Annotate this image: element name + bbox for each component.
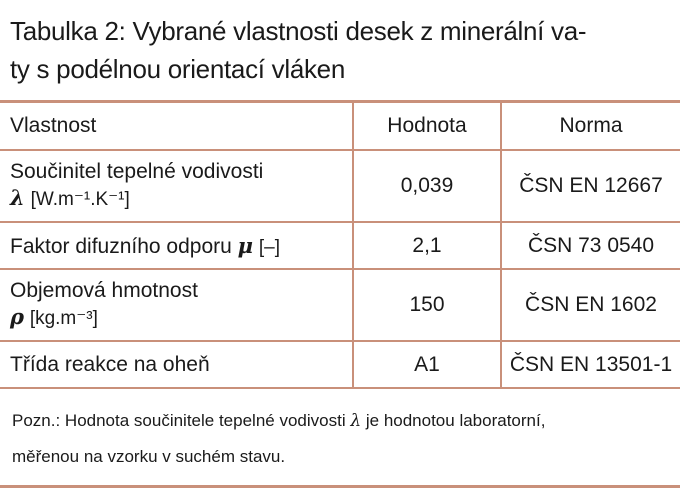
property-name: Součinitel tepelné vodivosti: [10, 160, 264, 183]
header-property: Vlastnost: [0, 102, 353, 151]
table-row: [0, 341, 680, 388]
rho-symbol: ρ: [10, 304, 24, 329]
value-cell: 150: [353, 269, 501, 341]
note-lambda-symbol: λ: [350, 411, 362, 431]
caption-line-2: ty s podélnou orientací vláken: [10, 54, 345, 84]
property-name: Faktor difuzního odporu: [10, 234, 232, 258]
property-unit: [W.m⁻¹.K⁻¹]: [30, 189, 130, 210]
table-row: [0, 269, 680, 341]
value-cell: A1: [353, 341, 501, 388]
note-line-1: [12, 403, 672, 439]
norm-cell: ČSN EN 1602: [501, 269, 680, 341]
property-unit: [–]: [258, 236, 280, 258]
table-note: [12, 403, 672, 474]
header-norm: Norma: [501, 102, 680, 151]
property-name: Objemová hmotnost: [10, 279, 198, 302]
header-value: Hodnota: [353, 102, 501, 151]
property-cell: [0, 150, 353, 222]
property-cell: Třída reakce na oheň: [0, 341, 353, 388]
property-symbol-unit: [10, 304, 342, 332]
norm-cell: ČSN EN 13501-1: [501, 341, 680, 388]
properties-table: [0, 100, 680, 389]
note-suffix: je hodnotou laboratorní,: [365, 411, 546, 430]
table-header-row: [0, 102, 680, 151]
norm-cell: ČSN EN 12667: [501, 150, 680, 222]
norm-cell: ČSN 73 0540: [501, 222, 680, 269]
table-caption: [10, 12, 650, 88]
lambda-symbol: λ: [10, 185, 25, 210]
bottom-divider: [0, 485, 680, 488]
mu-symbol: μ: [237, 232, 254, 258]
property-cell: [0, 269, 353, 341]
note-line-2: měřenou na vzorku v suchém stavu.: [12, 447, 286, 466]
value-cell: 0,039: [353, 150, 501, 222]
note-prefix: Pozn.: Hodnota součinitele tepelné vodivosti: [12, 411, 346, 430]
property-symbol-unit: [10, 185, 342, 213]
caption-line-1: Tabulka 2: Vybrané vlastnosti desek z minerální va-: [10, 16, 587, 46]
property-unit: [kg.m⁻³]: [29, 308, 98, 329]
value-cell: 2,1: [353, 222, 501, 269]
property-cell: [0, 222, 353, 269]
table-row: [0, 222, 680, 269]
table-row: [0, 150, 680, 222]
